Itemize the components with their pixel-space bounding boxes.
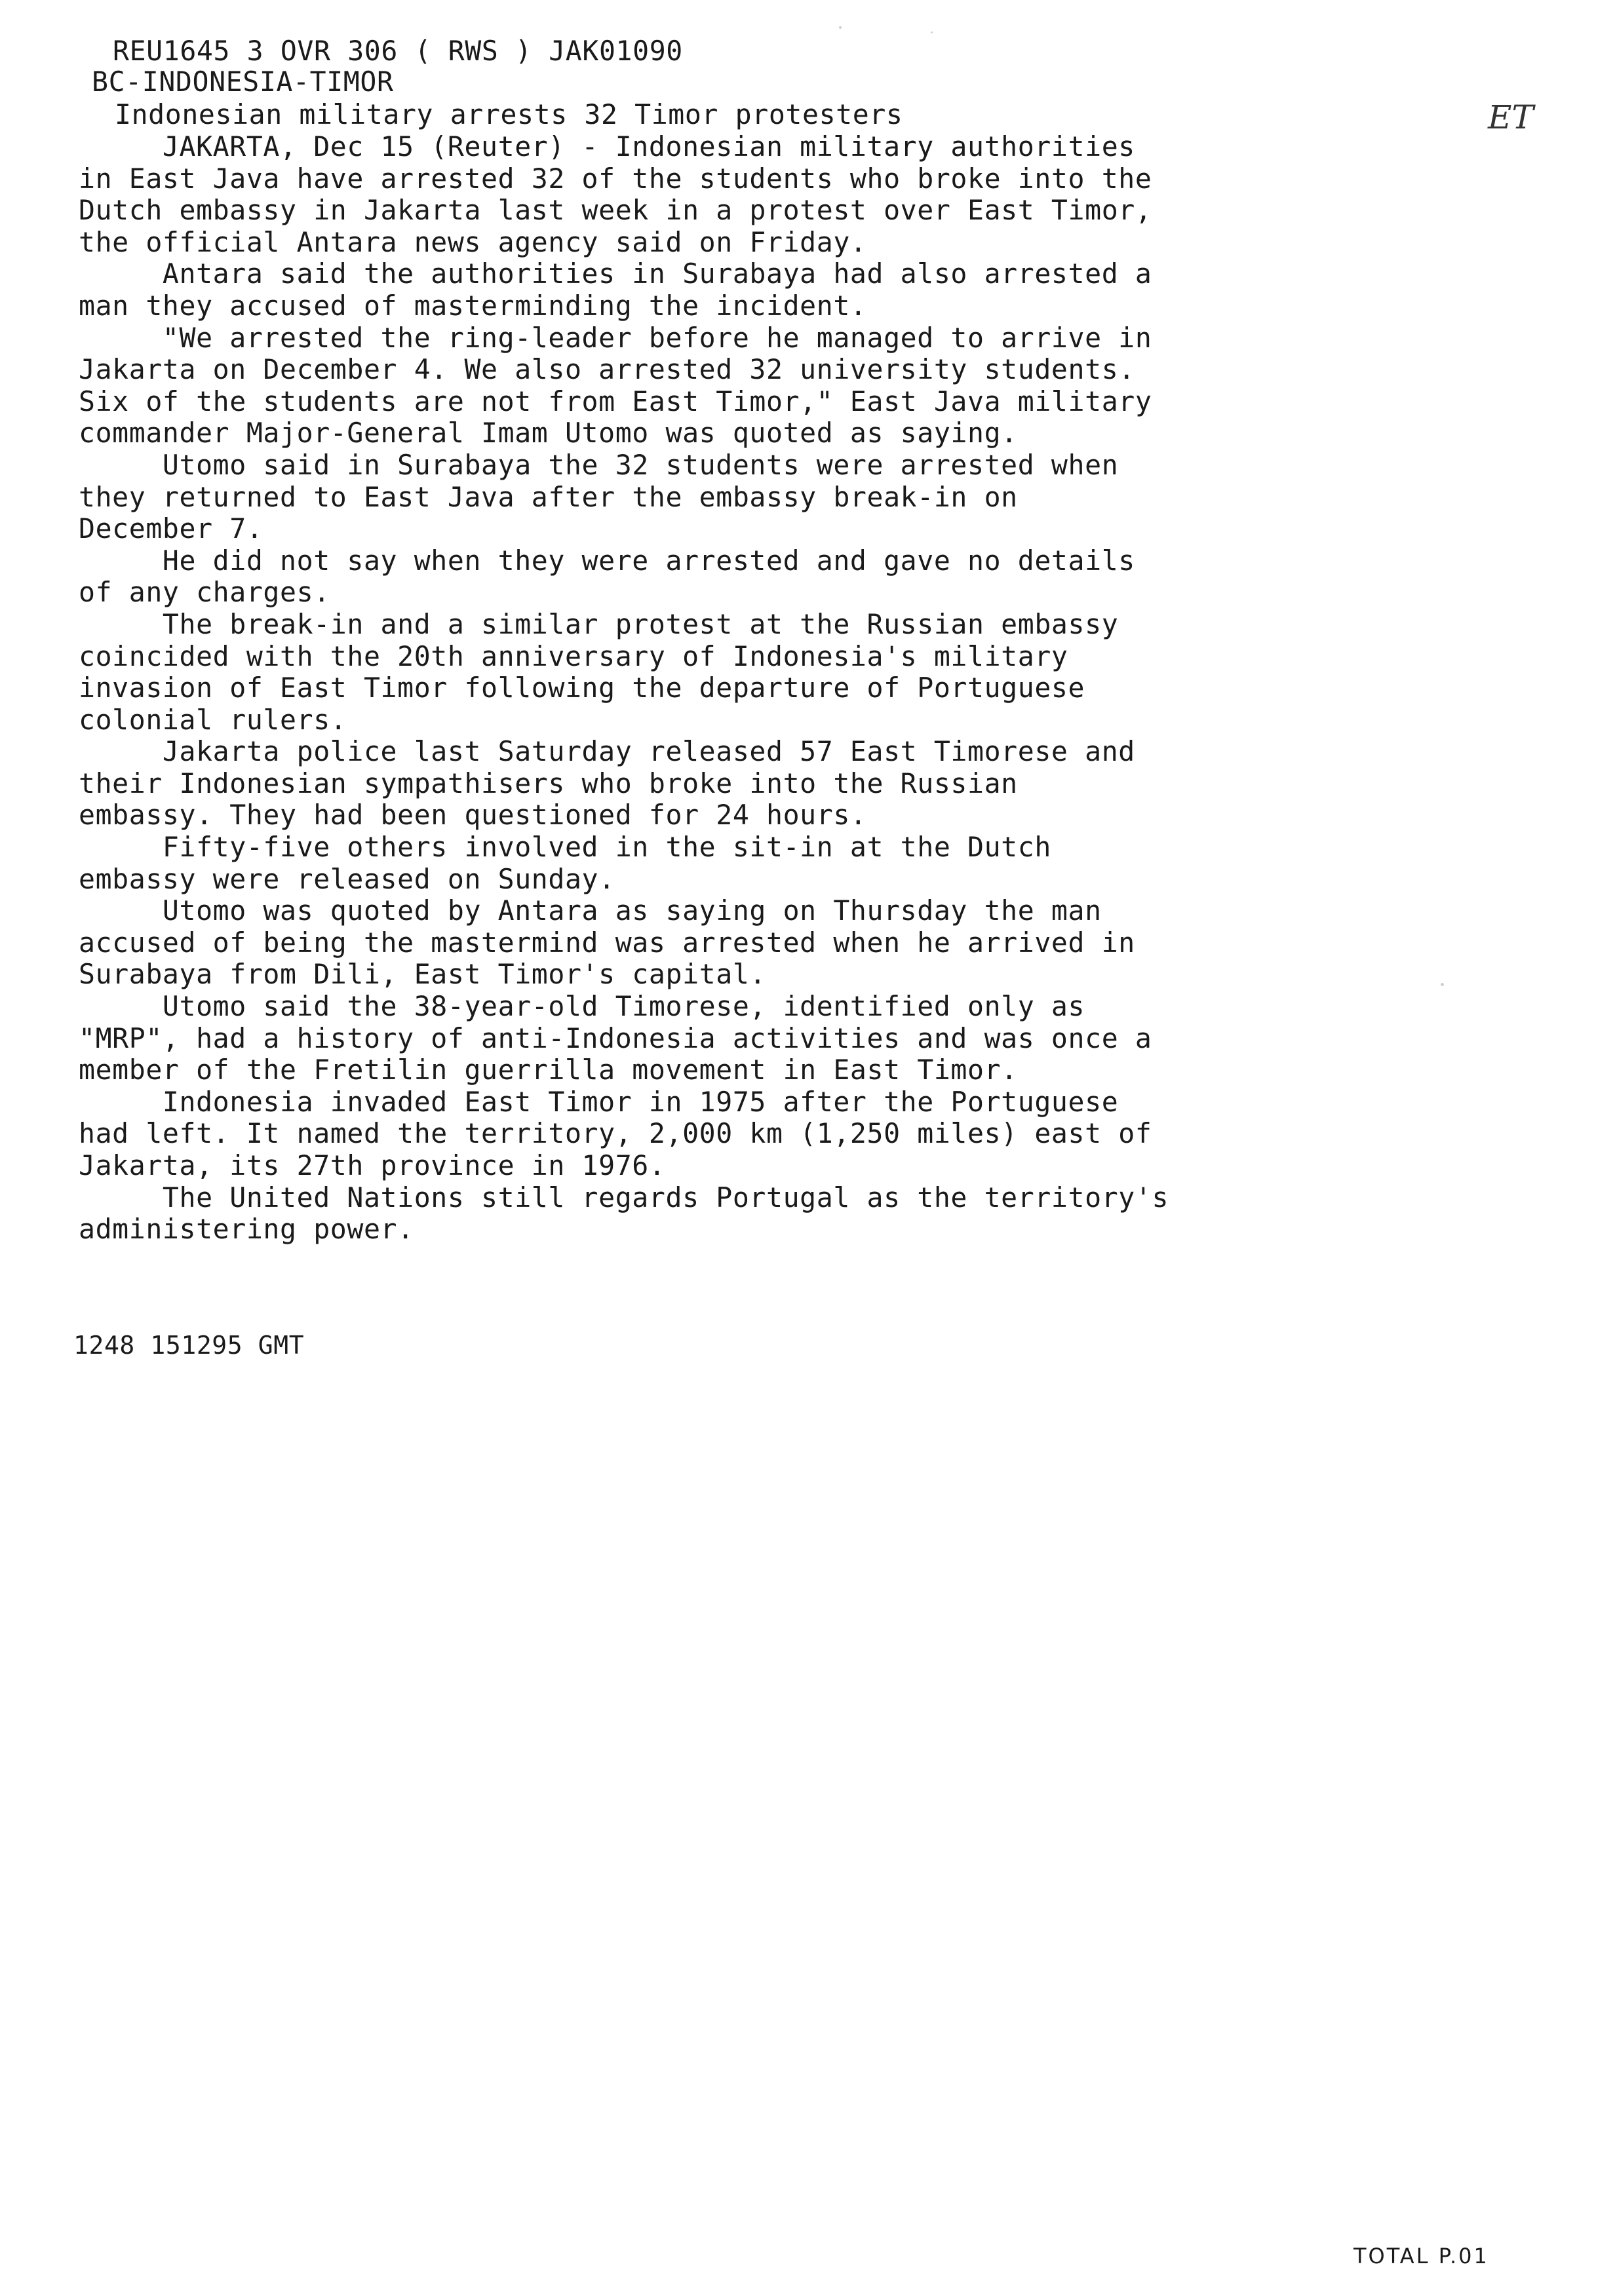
body-line: of any charges. <box>79 576 330 609</box>
body-line: embassy were released on Sunday. <box>79 862 615 895</box>
transmission-timestamp: 1248 151295 GMT <box>73 1331 305 1360</box>
body-line: their Indonesian sympathisers who broke into the Russian <box>79 767 1018 799</box>
body-line: He did not say when they were arrested and gave no details <box>79 544 1135 577</box>
body-line: Jakarta police last Saturday released 57 East Timorese and <box>79 735 1135 768</box>
body-line: coincided with the 20th anniversary of Indonesia's military <box>79 640 1068 672</box>
scan-speck <box>1441 983 1444 986</box>
body-line: The United Nations still regards Portugal as the territory's <box>79 1181 1169 1214</box>
fax-page-total: TOTAL P.01 <box>1353 2244 1489 2268</box>
article-body <box>79 131 1390 1246</box>
body-line: Surabaya from Dili, East Timor's capital. <box>79 958 766 991</box>
scan-speck <box>839 26 842 29</box>
body-line: administering power. <box>79 1213 414 1246</box>
body-line: Jakarta, its 27th province in 1976. <box>79 1149 666 1181</box>
body-line: "MRP", had a history of anti-Indonesia activities and was once a <box>79 1022 1152 1054</box>
body-line: Utomo said in Surabaya the 32 students were arrested when <box>79 448 1119 481</box>
body-line: accused of being the mastermind was arrested when he arrived in <box>79 926 1135 959</box>
body-line: member of the Fretilin guerrilla movement in East Timor. <box>79 1054 1018 1086</box>
body-line: had left. It named the territory, 2,000 km (1,250 miles) east of <box>79 1117 1152 1150</box>
handwritten-note: ET <box>1488 98 1534 136</box>
body-line: Jakarta on December 4. We also arrested 32 university students. <box>79 353 1135 386</box>
body-line: Six of the students are not from East Timor," East Java military <box>79 385 1152 417</box>
body-line: commander Major-General Imam Utomo was quoted as saying. <box>79 417 1018 450</box>
body-line: December 7. <box>79 512 263 545</box>
wire-slug-category: BC-INDONESIA-TIMOR <box>92 66 394 98</box>
body-line: The break-in and a similar protest at the Russian embassy <box>79 607 1119 640</box>
body-line: JAKARTA, Dec 15 (Reuter) - Indonesian military authorities <box>79 130 1135 163</box>
body-line: colonial rulers. <box>79 703 347 736</box>
body-line: Fifty-five others involved in the sit-in at the Dutch <box>79 831 1051 864</box>
scan-speck <box>931 31 933 33</box>
body-line: embassy. They had been questioned for 24 hours. <box>79 799 867 832</box>
body-line: Dutch embassy in Jakarta last week in a protest over East Timor, <box>79 194 1152 227</box>
article-headline: Indonesian military arrests 32 Timor protesters <box>115 98 903 130</box>
body-line: invasion of East Timor following the departure of Portuguese <box>79 672 1085 704</box>
body-line: they returned to East Java after the embassy break-in on <box>79 480 1018 513</box>
body-line: in East Java have arrested 32 of the students who broke into the <box>79 162 1152 195</box>
wire-slug-id: REU1645 3 OVR 306 ( RWS ) JAK01090 <box>113 35 683 67</box>
body-line: the official Antara news agency said on Friday. <box>79 225 867 258</box>
body-line: Utomo was quoted by Antara as saying on Thursday the man <box>79 894 1102 927</box>
body-line: Indonesia invaded East Timor in 1975 after the Portuguese <box>79 1085 1119 1118</box>
body-line: man they accused of masterminding the incident. <box>79 289 867 322</box>
body-line: "We arrested the ring-leader before he managed to arrive in <box>79 321 1152 354</box>
body-line: Antara said the authorities in Surabaya had also arrested a <box>79 258 1152 290</box>
body-line: Utomo said the 38-year-old Timorese, identified only as <box>79 990 1085 1023</box>
